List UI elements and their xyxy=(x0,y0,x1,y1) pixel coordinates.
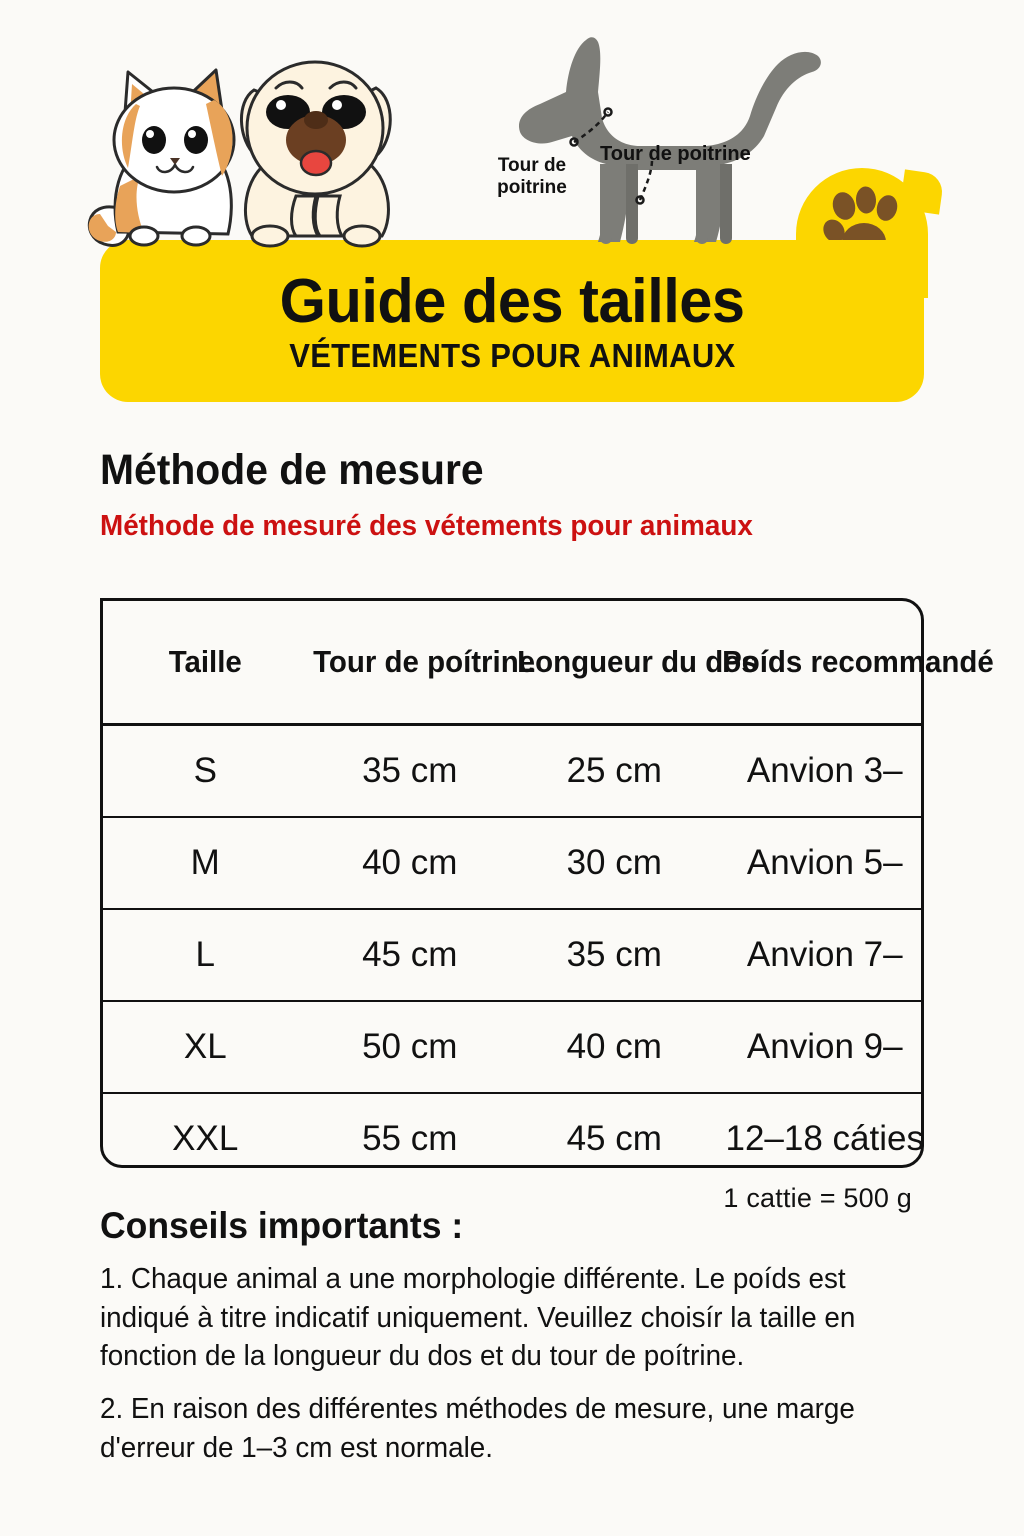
table-head xyxy=(103,601,994,725)
cell-chest: 35 cm xyxy=(308,725,513,818)
table-body xyxy=(103,725,924,1185)
tip-item: 1. Chaque animal a une morphologie différente. Le poíds est indiqué à titre indicatif uniquement. Veuillez choisír la taille en fonction de la longueur du dos et du tour de poítrine. xyxy=(100,1262,856,1373)
chest-label-right: Tour de poitrine xyxy=(600,143,751,165)
cell-size: L xyxy=(103,909,308,1001)
cell-size: XL xyxy=(103,1001,308,1093)
grey-dog-silhouette xyxy=(519,37,821,244)
header-size: Taille xyxy=(108,601,302,725)
cell-weight xyxy=(717,1001,922,1093)
cell-weight xyxy=(717,725,922,818)
cell-size: XXL xyxy=(172,1119,239,1158)
table-row xyxy=(103,817,921,909)
page-title: Guide des tailles xyxy=(279,266,745,336)
method-section xyxy=(0,448,1024,543)
header-chest: Tour de poítrine xyxy=(313,601,507,725)
cell-weight xyxy=(717,1093,922,1184)
cell-chest: 40 cm xyxy=(308,817,513,909)
cell-weight-text: Anvion 5– xyxy=(746,843,903,882)
size-table xyxy=(103,601,994,1184)
chest-label-left: Tour de poitrine xyxy=(497,155,567,199)
tips-section xyxy=(100,1207,938,1482)
cell-weight-text: Anvion 3– xyxy=(746,751,903,790)
cattie-conversion-note: 1 cattie = 500 g xyxy=(723,1183,912,1213)
cell-back: 30 cm xyxy=(512,817,717,909)
table-row xyxy=(103,725,921,818)
tip-item: 2. En raison des différentes méthodes de mesure, une marge d'erreur de 1–3 cm est normale. xyxy=(100,1393,855,1464)
cell-chest: 50 cm xyxy=(308,1001,513,1093)
cell-back: 25 cm xyxy=(512,725,717,818)
size-table-container xyxy=(100,598,994,1168)
animal-illustrations xyxy=(0,0,1024,260)
cell-weight-text: Anvion 7– xyxy=(746,935,903,974)
cell-back: 40 cm xyxy=(512,1001,717,1093)
cell-chest: 45 cm xyxy=(308,909,513,1001)
method-subtitle: Méthode de mesuré des vétements pour animaux xyxy=(100,510,753,543)
table-row xyxy=(103,1093,921,1184)
cell-weight xyxy=(717,817,922,909)
table-header-row xyxy=(103,601,921,725)
hero-section xyxy=(0,0,1024,410)
cell-weight-text: Anvion 9– xyxy=(746,1027,903,1066)
header-back: Longueur du dos xyxy=(517,601,711,725)
cat-illustration xyxy=(89,70,234,245)
puppy-illustration xyxy=(241,62,390,246)
cell-back: 45 cm xyxy=(566,1119,662,1158)
cell-chest: 55 cm xyxy=(362,1119,458,1158)
page-subtitle: VÉTEMENTS POUR ANIMAUX xyxy=(288,336,736,374)
cell-size: M xyxy=(103,817,308,909)
cell-weight-text: 12–18 cáties xyxy=(725,1119,924,1158)
tips-title: Conseils importants : xyxy=(100,1205,464,1246)
cell-size: S xyxy=(103,725,308,818)
table-row xyxy=(103,909,921,1001)
cell-weight xyxy=(717,909,922,1001)
cell-back: 35 cm xyxy=(512,909,717,1001)
header-weight: Poíds recommandé xyxy=(722,601,916,725)
table-row xyxy=(103,1001,921,1093)
title-banner xyxy=(100,240,924,402)
method-title: Méthode de mesure xyxy=(100,446,484,494)
